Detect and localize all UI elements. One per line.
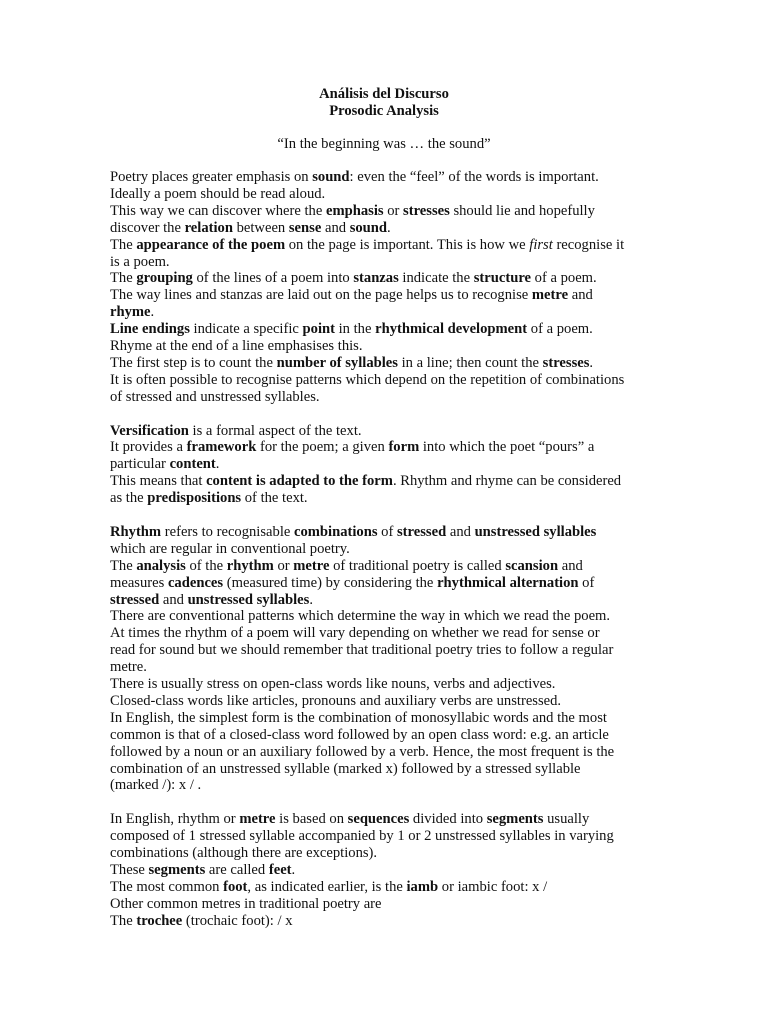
bold-term: stresses [542,354,590,371]
text-line [110,845,377,862]
bold-term: rhythmical development [375,321,528,338]
text-line [110,473,621,490]
text-run: for the poem; a given [256,439,389,456]
text-run: . [150,304,155,321]
text-run: Other common metres in traditional poetry are [110,895,382,912]
text-run: in a line; then count the [397,354,543,371]
text-run: in the [334,321,376,338]
text-run: The first step is to count the [110,354,277,371]
text-line [110,710,607,727]
text-line [110,490,308,507]
text-line [110,913,293,930]
bold-term: number of syllables [276,354,398,371]
text-run: . [387,219,391,236]
text-run: . [291,861,296,878]
text-line [110,304,154,321]
text-line [110,659,147,676]
text-line [110,761,581,778]
text-line [110,879,547,896]
text-run: as the [110,490,148,507]
text-run: refers to recognisable [161,523,294,540]
bold-term: cadences [167,574,224,591]
bold-term: combinations [294,523,378,540]
bold-term: emphasis [326,202,384,219]
bold-term: sound [349,219,388,236]
text-run: metre. [110,659,147,676]
bold-term: unstressed syllables [474,523,597,540]
bold-term: stresses [403,202,450,219]
text-line [110,220,391,237]
text-run: This way we can discover where the [110,202,326,219]
text-run: which are regular in conventional poetry. [110,540,350,557]
bold-term: metre [239,811,276,828]
text-line [110,287,593,304]
text-run: and [558,557,583,574]
text-line [110,372,624,389]
text-run: should lie and hopefully [449,202,595,219]
bold-term: sequences [347,811,410,828]
text-run: : even the “feel” of the words is important. [349,169,599,185]
bold-term: predispositions [147,490,242,507]
text-line [110,592,313,609]
bold-term: stressed [397,523,447,540]
text-run: followed by a noun or an auxiliary followed by a verb. Hence, the most frequent is the [110,743,615,760]
text-run: and [321,219,350,236]
text-run: There are conventional patterns which determine the way in which we read the poem. [110,608,611,625]
bold-term: rhythm [226,557,274,574]
text-run: or [273,557,294,574]
text-line [110,355,593,372]
text-run: In English, the simplest form is the combination of monosyllabic words and the most [110,709,607,726]
text-run: In English, rhythm or [110,811,240,828]
text-run: of a poem. [531,270,597,287]
text-run: usually [543,811,590,828]
text-line [110,524,596,541]
bold-term: framework [186,439,257,456]
text-run: measures [110,574,168,591]
bold-term: metre [293,557,330,574]
text-run: or iambic foot: x / [438,878,548,895]
text-run: Rhyme at the end of a line emphasises this. [110,338,363,354]
text-run: are called [205,861,269,878]
text-run: Closed-class words like articles, pronouns and auxiliary verbs are unstressed. [110,692,562,709]
text-line [110,270,597,287]
text-run: combination of an unstressed syllable (marked x) followed by a stressed syllable [110,760,581,777]
text-run: (trochaic foot): / x [182,912,293,929]
bold-term: feet [268,861,292,878]
text-line [110,203,595,220]
text-run: combinations (although there are exceptions). [110,845,378,861]
bold-term: iamb [406,878,439,895]
bold-term: segments [486,811,544,828]
text-run: between [232,219,289,236]
text-run: The [110,557,137,574]
text-run: of [578,574,595,591]
bold-term: stanzas [353,270,399,287]
text-run: Poetry places greater emphasis on [110,169,313,185]
text-line [110,423,362,440]
text-line [110,575,594,592]
bold-term: rhyme [110,304,151,321]
bold-term: Rhythm [110,523,162,540]
text-run: There is usually stress on open-class words like nouns, verbs and adjectives. [110,676,556,692]
text-line [110,338,363,355]
text-run: The way lines and stanzas are laid out on the page helps us to recognise [110,287,532,304]
text-run: of a poem. [527,321,593,338]
text-run: and [568,287,593,304]
text-line [110,321,593,338]
bold-term: unstressed syllables [187,591,310,608]
text-run: of the [185,557,227,574]
bold-term: stressed [110,591,160,608]
bold-term: relation [184,219,233,236]
text-run: It provides a [110,439,187,456]
text-line [110,439,594,456]
text-line [110,169,599,186]
text-run: divided into [409,811,487,828]
bold-term: content [169,456,216,473]
bold-term: trochee [136,912,183,929]
text-run: is based on [275,811,348,828]
bold-term: rhythmical alternation [437,574,579,591]
bold-term: Versification [110,422,189,439]
text-run: . [309,591,313,608]
text-line [110,456,219,473]
text-line [110,676,555,693]
text-run: and [446,523,475,540]
bold-term: sense [288,219,322,236]
text-line [110,608,610,625]
bold-term: sound [312,169,350,185]
text-line [110,389,320,406]
text-run: . [589,354,594,371]
text-line [110,541,350,558]
text-line [110,862,295,879]
text-run: , as indicated earlier, is the [247,878,407,895]
text-line [110,237,624,254]
bold-term: grouping [136,270,193,287]
text-line [110,625,600,642]
text-run: is a formal aspect of the text. [188,422,362,439]
bold-term: structure [473,270,532,287]
bold-term: Line endings [110,321,190,338]
text-run: composed of 1 stressed syllable accompanied by 1 or 2 unstressed syllables in varying [110,828,614,845]
text-line [110,693,561,710]
text-line [110,727,609,744]
text-run: of stressed and unstressed syllables. [110,388,320,405]
text-run: (measured time) by considering the [223,574,438,591]
bold-term: point [302,321,335,338]
text-run: particular [110,456,170,473]
text-run: The most common [110,878,224,895]
bold-term: scansion [505,557,559,574]
text-run: It is often possible to recognise patterns which depend on the repetition of combinations [110,371,625,388]
text-run: indicate the [398,270,474,287]
text-line [110,744,614,761]
bold-term: foot [223,878,248,895]
text-line [110,896,382,913]
text-run: indicate a specific [189,321,303,338]
text-run: into which the poet “pours” a [419,439,595,456]
bold-term: form [388,439,420,456]
bold-term: metre [531,287,569,304]
text-run: The [110,270,137,287]
text-line [110,777,201,794]
text-run: common is that of a closed-class word followed by an open class word: e.g. an article [110,726,609,743]
text-line [110,828,614,845]
document-title: Análisis del Discurso [319,86,449,102]
text-run: of the lines of a poem into [192,270,354,287]
text-run: recognise it [552,236,625,253]
text-run: on the page is important. This is how we [285,236,530,253]
text-run: The [110,912,137,929]
italic-term: first [529,236,553,253]
bold-term: analysis [136,557,186,574]
text-run: This means that [110,473,207,490]
text-run: The [110,236,137,253]
text-run: and [159,591,188,608]
bold-term: segments [148,861,206,878]
text-run: Ideally a poem should be read aloud. [110,185,326,202]
text-run: or [383,202,404,219]
text-run: . Rhythm and rhyme can be considered [392,473,622,490]
bold-term: content is adapted to the form [206,473,393,490]
text-run: of the text. [241,490,308,507]
bold-term: appearance of the poem [136,236,286,253]
text-line [110,254,170,271]
text-line [110,642,613,659]
text-run: discover the [110,219,185,236]
document-subtitle: Prosodic Analysis [329,103,439,119]
text-line [110,558,583,575]
text-run: read for sound but we should remember that traditional poetry tries to follow a regular [110,642,614,659]
text-run: At times the rhythm of a poem will vary depending on whether we read for sense or [110,625,600,642]
text-run: These [110,861,149,878]
text-run: (marked /): x / . [110,777,202,794]
text-run: of [377,523,397,540]
text-run: of traditional poetry is called [329,557,506,574]
text-run: . [215,456,220,473]
text-line [110,186,325,203]
text-line [110,811,589,828]
epigraph: “In the beginning was … the sound” [277,136,491,152]
text-run: is a poem. [110,253,170,270]
